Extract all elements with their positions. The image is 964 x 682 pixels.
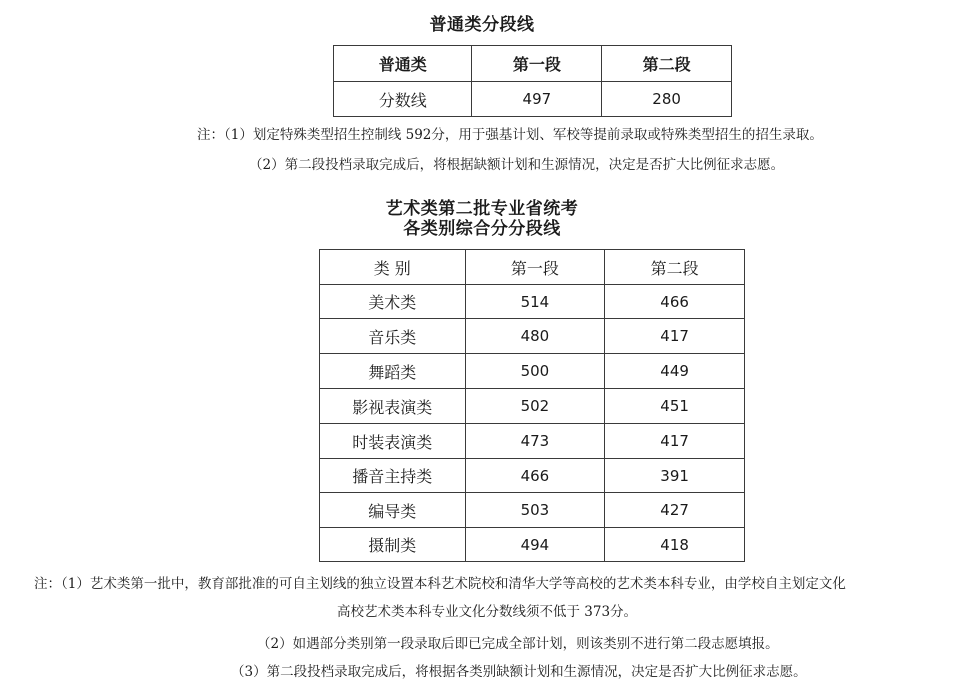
general-score-table	[333, 45, 732, 117]
category-label: 舞蹈类	[320, 354, 466, 389]
second-stage-score: 417	[605, 424, 745, 459]
second-stage-score: 417	[605, 319, 745, 354]
category-label: 音乐类	[320, 319, 466, 354]
first-stage-score: 466	[465, 459, 605, 493]
table-row	[320, 285, 745, 319]
section2-note-3: （3）第二段投档录取完成后，将根据各类别缺额计划和生源情况，决定是否扩大比例征求志愿。	[231, 664, 807, 680]
table-row	[320, 424, 745, 459]
first-stage-score: 502	[465, 389, 605, 424]
first-stage-score: 480	[465, 319, 605, 354]
section2-title-line2: 各类别综合分分段线	[403, 219, 561, 239]
category-label: 时装表演类	[320, 424, 466, 459]
second-stage-score: 391	[605, 459, 745, 493]
section1-note-1: 注：（1）划定特殊类型招生控制线 592分，用于强基计划、军校等提前录取或特殊类型招生的招生录取。	[197, 127, 823, 143]
header-category: 类 别	[320, 250, 466, 285]
table-row	[320, 389, 745, 424]
category-label: 播音主持类	[320, 459, 466, 493]
second-stage-score: 451	[605, 389, 745, 424]
first-stage-score: 473	[465, 424, 605, 459]
table-row	[320, 528, 745, 562]
category-label: 美术类	[320, 285, 466, 319]
section2-note-1-cont: 高校艺术类本科专业文化分数线须不低于 373分。	[337, 604, 638, 620]
header-second-stage: 第二段	[602, 46, 732, 82]
category-label: 影视表演类	[320, 389, 466, 424]
section2-title-line1: 艺术类第二批专业省统考	[385, 199, 579, 219]
table-row	[320, 459, 745, 493]
first-stage-score: 503	[465, 493, 605, 528]
header-first-stage: 第一段	[465, 250, 605, 285]
table-row	[320, 354, 745, 389]
category-label: 编导类	[320, 493, 466, 528]
table-row	[334, 82, 732, 117]
header-first-stage: 第一段	[472, 46, 602, 82]
first-stage-score: 514	[465, 285, 605, 319]
first-stage-score: 494	[465, 528, 605, 562]
second-stage-score: 280	[602, 82, 732, 117]
art-score-table	[319, 249, 745, 562]
header-second-stage: 第二段	[605, 250, 745, 285]
section1-note-2: （2）第二段投档录取完成后，将根据缺额计划和生源情况，决定是否扩大比例征求志愿。	[249, 157, 785, 173]
first-stage-score: 500	[465, 354, 605, 389]
row-label: 分数线	[334, 82, 472, 117]
first-stage-score: 497	[472, 82, 602, 117]
table-row	[320, 319, 745, 354]
header-category: 普通类	[334, 46, 472, 82]
table-row	[320, 493, 745, 528]
table-header-row	[320, 250, 745, 285]
second-stage-score: 427	[605, 493, 745, 528]
section2-note-1: 注：（1）艺术类第一批中，教育部批准的可自主划线的独立设置本科艺术院校和清华大学等高校的艺术类本科专业，由学校自主划定文化	[34, 576, 846, 592]
section2-note-2: （2）如遇部分类别第一段录取后即已完成全部计划，则该类别不进行第二段志愿填报。	[257, 636, 779, 652]
second-stage-score: 466	[605, 285, 745, 319]
section1-title: 普通类分段线	[429, 15, 535, 35]
second-stage-score: 418	[605, 528, 745, 562]
second-stage-score: 449	[605, 354, 745, 389]
table-header-row	[334, 46, 732, 82]
category-label: 摄制类	[320, 528, 466, 562]
